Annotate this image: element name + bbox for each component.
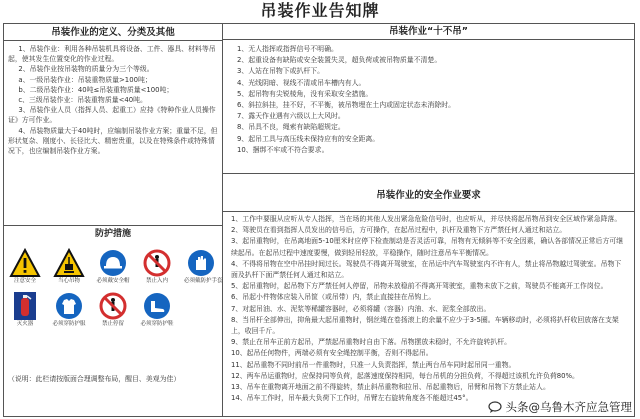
list-item: 6、斜拉斜挂，挂不好，不平衡，被吊物埋在土内或固定状态未消除时。 <box>237 101 455 110</box>
definition-text: a、一级吊装作业：吊装重物质量>100吨； <box>18 75 152 84</box>
list-item: 7、对起吊油、水、泥浆等稀罐容器时，必须将罐（容器）内油、水、泥浆全部放出。 <box>231 304 491 313</box>
ten-prohibitions-list <box>223 40 634 156</box>
list-item: 11、起吊重物不同时前吊一件重物时，只准一人负责指挥，禁止两台吊车同时起吊同一重物。 <box>231 360 516 369</box>
helmet-icon <box>98 248 128 278</box>
list-item: 13、吊车在重物离开地面之前不得旋转，禁止斜吊重物和拉吊、吊起重物后，吊臂和吊物下方禁止站人。 <box>231 383 550 392</box>
safety-sign <box>184 248 223 285</box>
definition-heading: 吊装作业的定义、分类及其他 <box>4 24 222 41</box>
list-item: 6、吊起小件物体应装入吊筐（或吊带）内，禁止直接挂在吊钩上。 <box>231 293 436 302</box>
safety-sign <box>8 248 42 285</box>
list-item: 10、起吊任何物件，两端必须有安全绳控制平衡，否则不得起吊。 <box>231 349 433 358</box>
no-entry-icon <box>142 248 172 278</box>
sign-caption: 禁止停留 <box>101 321 124 327</box>
safety-requirements-heading: 吊装作业的安全作业要求 <box>223 174 634 212</box>
list-item: 3、起吊重物时，在吊离地面5-10厘米时应停下检查制动是否灵活可靠，吊物有无倾斜等不安全因素，确认各部情况正常后方可继续起吊。在起吊过程中速度要慢，做到轻吊轻放，平稳操作，随时注意吊车平衡情况。 <box>231 237 624 257</box>
list-item: 8、当吊杆全部伸出，抑角最大起吊重物时，钢丝绳在卷扬滚上的余量不应少于3-5圈。车辆移动时，必须将扒杆收回放落在支架上，收回千斤。 <box>231 315 619 336</box>
definition-text: 4、吊装物质量大于40吨时，应编制吊装作业方案；重量不足，但形状复杂、刚度小、长径比大、精密贵重，以及在特殊条件或特殊情况下，也应编制吊装作业方案。 <box>8 126 218 156</box>
layout-note: （说明：此栏请按版面合理调整布局，醒目、美观为佳） <box>8 375 181 383</box>
safety-sign <box>52 291 86 328</box>
safety-sign <box>96 248 130 285</box>
list-item: 1、无人指挥或指挥信号不明确。 <box>237 45 338 53</box>
protective-clothing-icon <box>54 291 84 321</box>
sign-caption: 灭火器 <box>16 321 34 327</box>
list-item: 7、露天作业遇有六级以上大风时。 <box>237 112 345 121</box>
list-item: 3、人站在吊物下或扒杆下。 <box>237 67 325 76</box>
list-item: 2、起重设备有缺陷或安全装置失灵，超负荷或被吊物质量不清楚。 <box>237 56 442 65</box>
list-item: 9、起吊工具与高压线未保持应有的安全距离。 <box>237 134 380 143</box>
fire-extinguisher-icon <box>10 291 40 321</box>
list-item: 12、两车吊运重物时，应保持同等负荷，起落速度保持相同，每台吊机的分担负荷，不得超过该机允许负荷80%。 <box>231 371 579 380</box>
definition-text: 2、吊装作业按吊装物的质量分为三个等级。 <box>18 65 154 74</box>
list-item: 5、起吊重物时，起吊物下方严禁任何人停留，吊物未放稳前不得离开驾驶室，重物未放下之前，驾驶员不能离开工作岗位。 <box>231 282 608 291</box>
ten-prohibitions-section <box>223 24 634 174</box>
gloves-icon <box>186 248 216 278</box>
list-item: 4、不得将吊物在空中吊挂时间过长。驾驶员不得离开驾驶室，在吊运中汽车驾驶室内不许有人，禁止将吊物越过驾驶室。吊物下面及扒杆下面严禁任何人通过和站立。 <box>231 259 622 280</box>
list-item: 9、禁止在吊车正前方起吊，严禁起吊重物时自由下落。吊物摆放未稳时，不允许旋转扒杆。 <box>231 338 512 347</box>
definition-text: b、二级吊装作业：40吨≤吊装重物质量<100吨； <box>18 85 174 94</box>
list-item: 1、工作中要服从应听从专人指挥，当在场的其他人发出紧急危险信号时，也应听从，并尽快将起吊物吊到安全区域作紧急降落。 <box>231 215 622 223</box>
definition-section <box>4 24 222 226</box>
list-item: 4、光线阴暗、视线不清或吊车槽内有人。 <box>237 78 366 87</box>
list-item: 2、驾驶员在看到指挥人员发出的信号后，方可操作，在起吊过程中，扒杆及重物下方严禁任何人通过和站立。 <box>231 226 567 235</box>
protection-section <box>4 226 222 416</box>
sign-caption: 必须戴防护手套 <box>184 278 223 284</box>
safety-sign <box>140 248 174 285</box>
lifting-hazard-icon <box>54 248 84 278</box>
no-standing-icon <box>98 291 128 321</box>
list-item: 10、捆绑不牢或不符合要求。 <box>237 145 329 154</box>
right-column <box>223 24 634 416</box>
definition-text: 3、吊装作业人员（指挥人员、起重工）应持《特种作业人员操作证》方可作业。 <box>8 106 216 125</box>
safety-sign <box>52 248 86 285</box>
definition-text: 1、吊装作业：利用各种吊装机具将设备、工件、器具、材料等吊起，使其发生位置变化的作业过程。 <box>8 45 216 64</box>
caution-icon <box>10 248 40 278</box>
watermark <box>488 399 633 415</box>
sign-caption: 必须戴安全帽 <box>96 278 130 284</box>
chat-bubble-icon <box>488 401 502 413</box>
safety-sign <box>140 291 174 328</box>
list-item: 14、吊车工作时，吊车最大负荷下工作时，吊臂左右旋转角度各不能超过45°。 <box>231 394 473 403</box>
watermark-text: 头条@乌鲁木齐应急管理 <box>505 400 632 414</box>
safety-sign <box>96 291 130 328</box>
safety-requirements-list <box>223 212 634 404</box>
sign-caption: 必须穿防护服 <box>52 321 86 327</box>
safety-shoes-icon <box>142 291 172 321</box>
safety-requirements-section <box>223 174 634 416</box>
sign-caption: 当心吊物 <box>57 278 80 284</box>
sign-caption: 禁止入内 <box>145 278 168 284</box>
list-item: 8、吊具不良，绳索有缺陷超规定。 <box>237 123 345 132</box>
empty-cell <box>184 291 218 328</box>
definition-text: c、三级吊装作业：吊装重物质量<40吨。 <box>18 96 147 105</box>
safety-sign <box>8 291 42 328</box>
notice-board <box>3 23 635 417</box>
sign-caption: 注意安全 <box>13 278 36 284</box>
definition-body <box>4 41 222 156</box>
ten-prohibitions-heading: 吊装作业“十不吊” <box>223 24 634 40</box>
left-column <box>4 24 223 416</box>
page-title: 吊装作业告知牌 <box>260 1 380 20</box>
sign-caption: 必须穿防护鞋 <box>140 321 174 327</box>
protection-heading: 防护措施 <box>94 229 131 239</box>
safety-sign-grid <box>8 248 223 334</box>
list-item: 5、起吊物有尖锐棱角，没有采取安全措施。 <box>237 89 373 98</box>
